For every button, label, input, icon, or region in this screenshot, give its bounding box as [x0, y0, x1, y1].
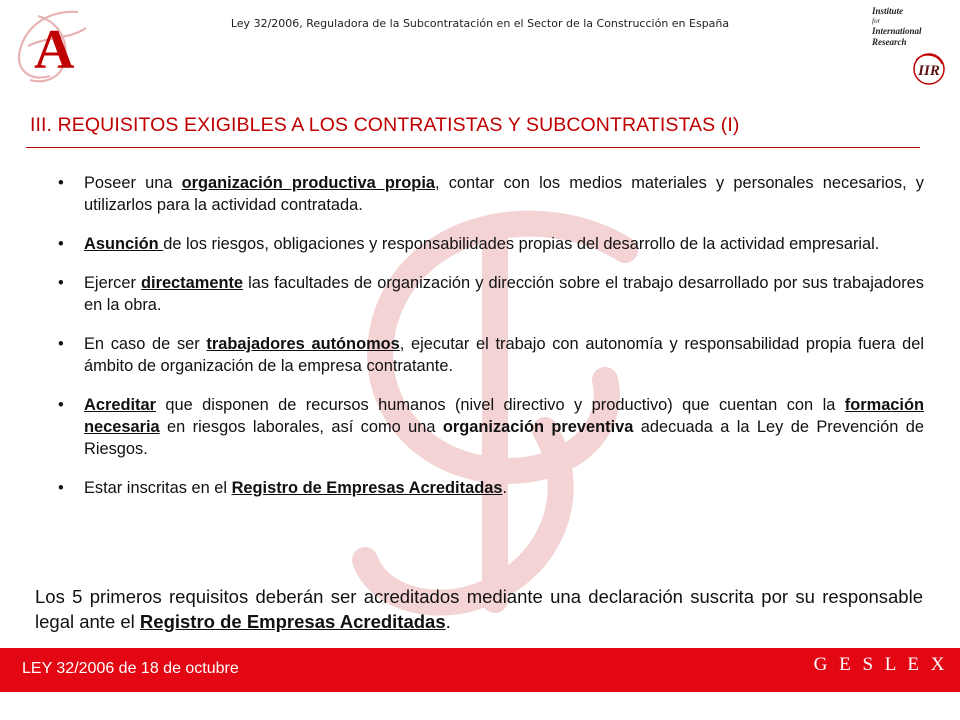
conclusion-text: . — [445, 611, 451, 632]
logo-letter: A — [34, 19, 75, 81]
conclusion-paragraph — [35, 584, 923, 634]
requirements-list — [58, 172, 924, 499]
bullet-icon: • — [58, 274, 64, 292]
item-text: las facultades de organización y dirección sobre el trabajo desarrollado por sus trabajadores en la obra. — [84, 274, 924, 314]
bullet-icon: • — [58, 479, 64, 497]
item-emphasis: Registro de Empresas Acreditadas — [231, 479, 503, 497]
institute-line-2: for — [872, 17, 881, 25]
item-text: Estar inscritas en el — [84, 479, 232, 497]
list-item — [58, 477, 924, 499]
item-text: Ejercer — [84, 274, 141, 292]
list-item — [58, 233, 924, 255]
item-text: en riesgos laborales, así como una — [159, 418, 443, 436]
item-text: que disponen de recursos humanos (nivel directivo y productivo) que cuentan con la — [155, 396, 845, 414]
item-emphasis: Asunción — [84, 235, 164, 253]
item-text: , ejecutar el trabajo con autonomía y responsabilidad propia fuera del ámbito de organización de la empresa contratante. — [84, 335, 924, 375]
footer-bar — [0, 648, 960, 692]
item-emphasis: directamente — [141, 274, 244, 292]
item-text: , contar con los medios materiales y personales necesarios, y utilizarlos para la actividad contratada. — [84, 174, 924, 214]
running-header: Ley 32/2006, Reguladora de la Subcontratación en el Sector de la Construcción en España — [230, 17, 730, 30]
conclusion-text: Los 5 primeros requisitos deberán ser acreditados mediante una declaración suscrita por su responsable legal ante el — [35, 586, 923, 632]
item-emphasis: necesaria — [84, 418, 160, 436]
institute-line-4: Research — [872, 37, 907, 47]
item-text: . — [502, 479, 507, 497]
bullet-icon: • — [58, 174, 64, 192]
list-item — [58, 333, 924, 377]
list-item — [58, 172, 924, 216]
item-text: En caso de ser — [84, 335, 207, 353]
list-item — [58, 272, 924, 316]
item-emphasis: organización productiva propia — [181, 174, 435, 192]
bullet-icon: • — [58, 235, 64, 253]
item-text: Poseer una — [84, 174, 182, 192]
list-item — [58, 394, 924, 460]
item-emphasis: formación — [844, 396, 924, 414]
bullet-icon: • — [58, 335, 64, 353]
title-divider — [26, 147, 920, 148]
item-emphasis: Acreditar — [84, 396, 156, 414]
institute-logo — [872, 6, 952, 90]
item-text: adecuada a la Ley de Prevención de Riesgos. — [84, 418, 925, 458]
institute-line-3: International — [872, 26, 922, 36]
footer-law-reference: LEY 32/2006 de 18 de octubre — [22, 660, 239, 677]
institute-line-1: Institute — [872, 6, 904, 16]
item-bold: organización preventiva — [442, 418, 634, 436]
iir-monogram-text: IIR — [918, 63, 940, 79]
item-emphasis: trabajadores autónomos — [206, 335, 400, 353]
section-title: III. REQUISITOS EXIGIBLES A LOS CONTRATISTAS Y SUBCONTRATISTAS (I) — [30, 114, 740, 136]
footer-brand: G E S L E X — [813, 654, 948, 675]
logo-a-icon — [8, 6, 96, 86]
conclusion-emphasis: Registro de Empresas Acreditadas — [139, 611, 446, 632]
bullet-icon: • — [58, 396, 64, 414]
iir-monogram-icon — [908, 50, 950, 88]
item-text: de los riesgos, obligaciones y responsabilidades propias del desarrollo de la actividad empresarial. — [163, 235, 880, 253]
